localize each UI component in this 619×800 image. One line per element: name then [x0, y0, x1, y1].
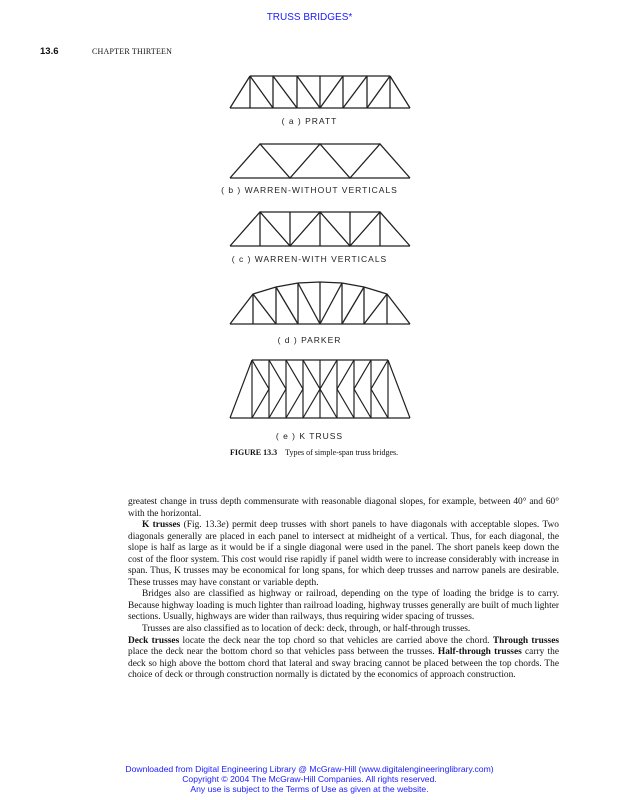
caption-warren-without-verticals: ( b ) WARREN-WITHOUT VERTICALS: [221, 185, 398, 195]
paragraph-deck-location: Trusses are also classified as to location of deck: deck, through, or half-through trusses.: [142, 624, 471, 635]
warren-with-verticals-diagram: [220, 206, 420, 250]
figure-caption: [230, 448, 398, 457]
parker-truss-diagram: [220, 278, 420, 328]
page-number: 13.6: [40, 46, 59, 57]
figure-caption-text: Types of simple-span truss bridges.: [285, 448, 399, 457]
figure-label: FIGURE 13.3: [230, 448, 278, 457]
paragraph-highway-railroad: Bridges also are classified as highway or railroad, depending on the type of loading the bridge is to carry. Because highway loading is much lighter than railroad loading, highway trusses generally are built of much lighter sections. Usually, highways are wider than railways, thus requiring wider spacing of trusses.: [128, 589, 559, 623]
figure-reference-letter: e: [221, 520, 226, 531]
through-trusses-text: place the deck near the bottom chord so that vehicles pass between the trusses.: [128, 647, 435, 658]
half-through-trusses-text: carry the deck so high above the bottom chord that lateral and sway bracing cannot be placed between the top chords. The choice of deck or through construction normally is dictated by the economics of approach construction.: [128, 647, 559, 681]
caption-k-truss: ( e ) K TRUSS: [275, 431, 344, 441]
paragraph-1: greatest change in truss depth commensurate with reasonable diagonal slopes, for example, between 40° and 60° with the horizontal.: [128, 497, 559, 519]
footer: [0, 764, 619, 794]
term-half-through-trusses: Half-through trusses: [437, 647, 522, 658]
figure-reference: (Fig. 13.3: [180, 520, 222, 531]
term-deck-trusses: Deck trusses: [128, 635, 180, 646]
term-k-trusses: K trusses: [142, 520, 181, 531]
footer-copyright: Copyright © 2004 The McGraw-Hill Companies. All rights reserved.: [182, 774, 437, 784]
footer-terms-link[interactable]: Any use is subject to the Terms of Use as given at the website.: [190, 784, 429, 794]
caption-warren-with-verticals: ( c ) WARREN-WITH VERTICALS: [231, 254, 388, 264]
body-text: [128, 497, 559, 682]
caption-pratt: ( a ) PRATT: [281, 116, 338, 126]
deck-trusses-text: locate the deck near the top chord so that vehicles are carried above the chord.: [179, 635, 490, 646]
document-title: TRUSS BRIDGES*: [266, 12, 353, 23]
paragraph-deck-types: [128, 636, 559, 682]
chapter-heading: CHAPTER THIRTEEN: [92, 47, 173, 56]
paragraph-k-trusses: [128, 520, 559, 589]
term-through-trusses: Through trusses: [492, 635, 560, 646]
k-truss-diagram: [220, 356, 420, 422]
paragraph-k-trusses-text: ) permit deep trusses with short panels to have diagonals with acceptable slopes. Two diagonals generally are placed in each panel to intersect at midheight of a vertical. Thus, for each diagonal, the slope is half as large as it would be if a single diagonal were used in the panel. The short panels keep down the cost of the floor system. This cost would rise rapidly if panel width were to increase considerably with increase in span. Thus, K trusses may be economical for long spans, for which deep trusses and narrow panels are desirable. These trusses may have constant or variable depth.: [128, 520, 559, 588]
footer-download-link[interactable]: Downloaded from Digital Engineering Library @ McGraw-Hill (www.digitalengineeringlibrary.com): [125, 764, 494, 774]
caption-parker: ( d ) PARKER: [277, 335, 342, 345]
pratt-truss-diagram: [220, 68, 420, 112]
warren-without-verticals-diagram: [220, 138, 420, 182]
